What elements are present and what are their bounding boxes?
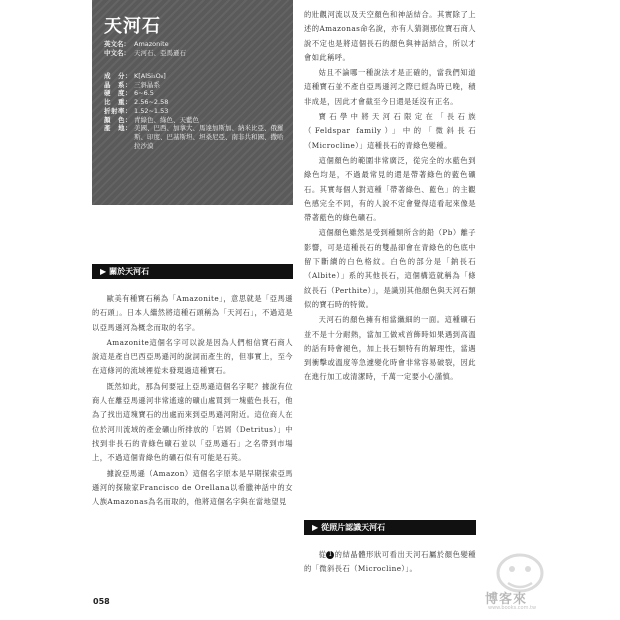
property-key: 比 重： [104,98,132,107]
gem-title: 天河石 [104,16,161,37]
property-value: 青綠色、綠色、天藍色 [134,115,199,124]
gem-info-panel [92,0,293,205]
section-header-about [92,264,293,279]
property-key: 晶 系： [104,80,132,89]
paragraph: 歐美有種寶石稱為「Amazonite」，意思就是「亞馬遜的石頭」。日本人繼然將這種石頭稱為「天河石」，不過這是以亞馬遜河為概念而取的名字。 [92,294,293,332]
photo-section-text [304,548,476,578]
property-value: 2.56~2.58 [134,98,169,107]
chinese-name-label: 中文名： [104,49,130,57]
property-key: 產 地： [104,124,132,133]
property-row [104,98,286,107]
arrow-icon: ▶ [312,523,319,532]
paragraph-prefix: 從 [318,550,327,559]
property-key: 折射率： [104,106,132,115]
english-name-value: Amazonite [134,40,169,48]
paragraph-rest: 的結晶體形狀可看出天河石屬於顏色變種的「微斜長石（Microcline）」。 [304,550,477,574]
section-title: 關於天河石 [109,267,150,276]
property-value: 三斜晶系 [134,80,160,89]
property-row [104,116,286,125]
paragraph: 的壯觀河流以及天空顏色和神話結合。其實除了上述的Amazonas命名說，亦有人猜測那位寶石商人說不定也是將這個長石的顏色與神話結合，所以才會如此稱呼。 [304,10,476,62]
paragraph: 這個顏色的範圍非常廣泛，從完全的水藍色到綠色均是，不過最常見的還是帶著綠色的藍色礦石。其實每個人對這種「帶著綠色、藍色」的主觀色感完全不同，有的人說不定會覺得這看起來像是帶著藍色的綠色礦石。 [304,155,476,223]
property-row [104,89,286,98]
paragraph: 寶石學中將天河石限定在「長石族（Feldspar family）」中的「微斜長石（Microcline）」這種長石的青綠色變種。 [304,112,476,150]
arrow-icon: ▶ [100,267,107,276]
paragraph: 姑且不論哪一種說法才是正確的，當我們知道這種寶石並不產自亞馬遜河之際已經為時已晚，積非成是，因此才會截至今日還是延沒有正名。 [304,68,476,106]
paragraph: 據說亞馬遜（Amazon）這個名字原本是早期探索亞馬遜河的探險家Francisco de Orellana以希臘神話中的女人族Amazonas為名而取的，他將這個名字與在當地望見 [92,468,293,507]
chinese-name-row [104,49,186,58]
right-column-text [304,8,476,386]
property-value: 美國、巴西、加拿大、馬達加斯加、納米比亞、俄羅斯、印度、巴基斯坦、坦桑尼亞、南非共和國、撒哈拉沙漠 [134,124,284,150]
photo-number-badge: 1 [328,551,333,558]
english-name-row [104,40,186,49]
property-key: 顏 色： [104,115,132,124]
section-header-photo [304,520,476,535]
property-key: 硬 度： [104,89,132,98]
property-row [104,124,286,150]
paragraph: 天河石的顏色擁有相當纖細的一面。這種礦石並不是十分耐熱，當加工做戒首飾時如果遇到高溫的話有時會褪色，加上長石類特有的解理性，當遇到衝擊或溫度等急遽變化時會非常容易破裂，因此在進行加工或清潔時，千萬一定要小心謹慎。 [304,315,476,382]
property-row [104,72,286,81]
property-row [104,107,286,116]
paragraph [304,548,476,577]
property-value: 1.52~1.53 [134,106,169,115]
section-title: 從照片認識天河石 [321,523,386,532]
page-number: 058 [93,597,110,606]
left-column-text [92,292,293,510]
english-name-label: 英文名： [104,40,130,48]
paragraph: 這個顏色雖然是受到種類所含的鉛（Pb）離子影響，可是這種長石的雙晶卻會在青綠色的色底中留下斷續的白色格紋。白色的部分是「鈉長石（Albite）」系的其他長石，這個構造就稱為「條紋長石（Perthite）」，是識別其他顏色與天河石類似的寶石時的特徵。 [304,228,476,309]
gem-names [104,40,186,58]
watermark-url: www.books.com.tw [488,605,537,611]
paragraph: Amazonite這個名字可以說是因為人們相信寶石商人說這是產自巴西亞馬遜河的說詞而產生的，但事實上，至今在這條河的流域裡從未發現過這種寶石。 [92,337,293,376]
watermark-text: 博客來 [485,592,528,607]
chinese-name-value: 天河石、亞馬遜石 [134,49,186,57]
property-value: K[AlSi₃O₈] [134,72,166,80]
gem-properties [104,72,286,150]
paragraph: 既然如此，那為何要冠上亞馬遜這個名字呢？據說有位商人在離亞馬遜河非常遙遠的礦山處買到一塊藍色長石，他為了找出這塊寶石的出處而來到亞馬遜河附近。這位商人在位於河川流域的產金礦山所排放的「岩屑（Detritus）」中找到非長石的青綠色礦石並以「亞馬遜石」之名帶到市場上，不過這個青綠色的礦石似有可能是石英。 [92,381,293,463]
property-value: 6~6.5 [134,89,154,98]
property-key: 成 分： [104,72,132,80]
